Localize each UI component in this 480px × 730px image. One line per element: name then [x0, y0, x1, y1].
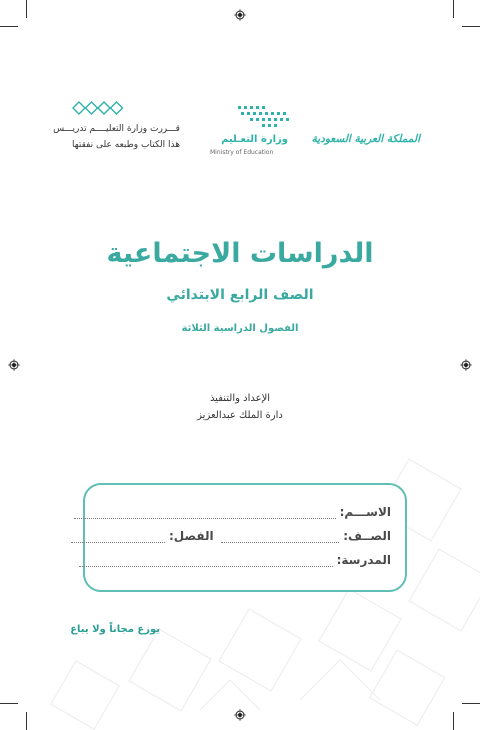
crop-mark: [0, 26, 18, 27]
name-row: [74, 505, 391, 521]
registration-mark-icon: [234, 709, 246, 721]
kingdom-logo-text: المملكة العربية السعودية: [311, 133, 420, 145]
free-distribution-note: يوزع مجاناً ولا يباع: [70, 624, 160, 635]
school-label: المدرسة:: [336, 553, 391, 567]
crop-mark: [26, 0, 27, 18]
school-row: [79, 553, 391, 569]
kingdom-logo: [311, 126, 420, 152]
crop-mark: [462, 26, 480, 27]
credits-line-2: دارة الملك عبدالعزيز: [197, 410, 283, 421]
name-label: الاســـم:: [339, 505, 391, 519]
crop-mark: [26, 712, 27, 730]
grade-label: الصــف:: [343, 529, 391, 543]
registration-mark-icon: [234, 9, 246, 21]
class-label: الفصل:: [169, 529, 214, 543]
class-field[interactable]: [71, 532, 165, 543]
grade-field[interactable]: [221, 532, 339, 543]
decree-line-1: قـــررت وزارة التعليــــم تدريـــس: [53, 124, 180, 134]
ministry-name-en: Ministry of Education: [210, 149, 274, 156]
book-title: الدراسات الاجتماعية: [106, 238, 374, 269]
crop-mark: [462, 703, 480, 704]
registration-mark-icon: [8, 359, 20, 371]
crop-mark: [453, 0, 454, 18]
diamond-ornament-icon: [72, 101, 124, 115]
registration-mark-icon: [460, 359, 472, 371]
book-grade: الصف الرابع الابتدائي: [166, 287, 314, 303]
school-field[interactable]: [79, 556, 333, 567]
crop-mark: [0, 703, 18, 704]
student-info-card: [83, 483, 407, 592]
ministry-name-ar: وزارة التعـليم: [221, 134, 288, 145]
decree-line-2: هذا الكتاب وطبعه على نفقتها: [71, 140, 180, 150]
grade-row: [71, 529, 391, 545]
crop-mark: [453, 712, 454, 730]
credits-line-1: الإعداد والتنفيذ: [209, 393, 271, 404]
name-field[interactable]: [74, 508, 336, 519]
ministry-logo-icon: [236, 104, 292, 130]
book-terms: الفصول الدراسية الثلاثة: [181, 323, 299, 334]
